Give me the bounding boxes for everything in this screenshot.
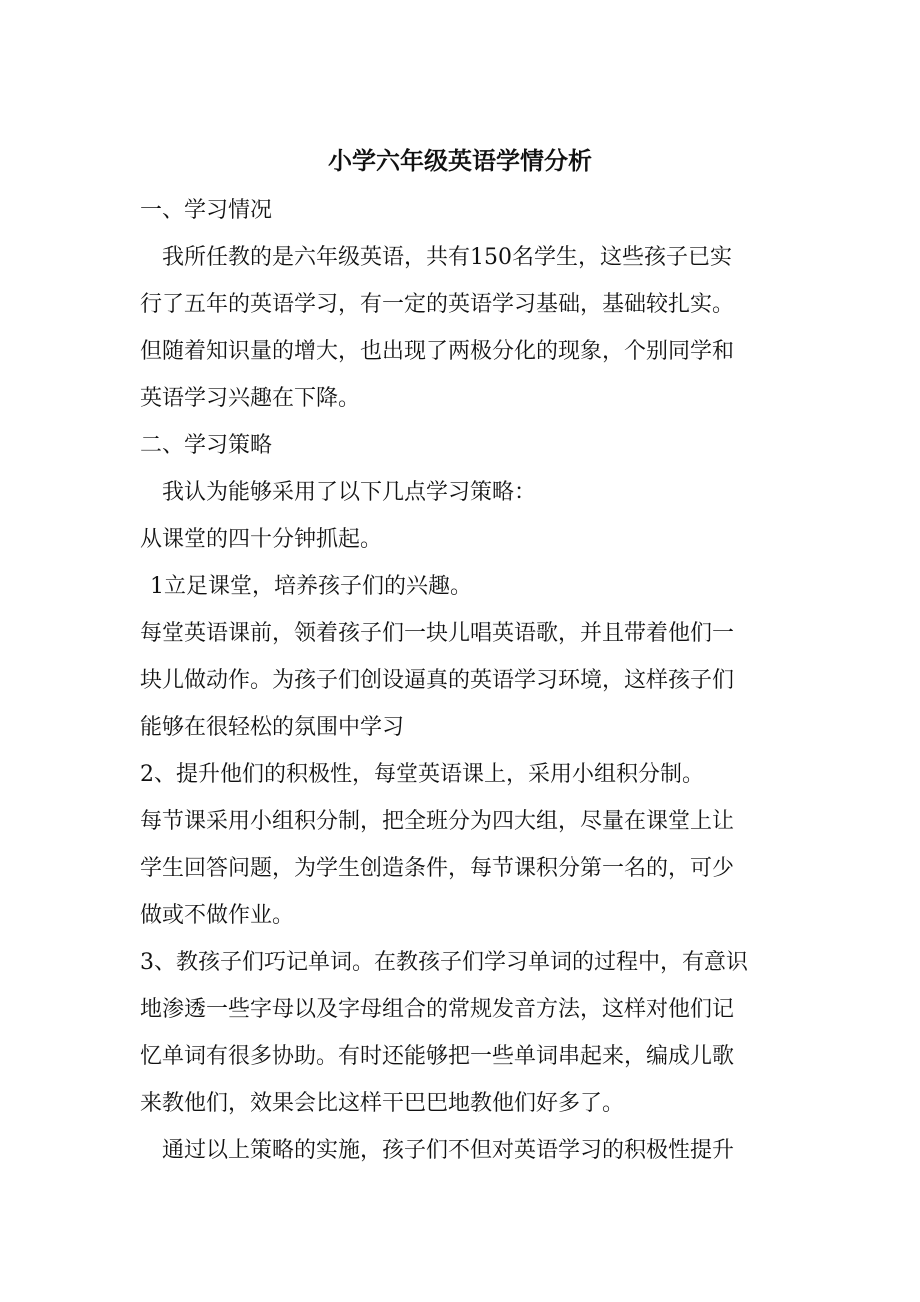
list-item-heading: 1立足课堂，培养孩子们的兴趣。 (150, 574, 472, 599)
paragraph-line: 通过以上策略的实施，孩子们不但对英语学习的积极性提升 (162, 1138, 735, 1163)
paragraph-line: 能够在很轻松的氛围中学习 (140, 715, 405, 740)
section-heading-learning-situation: 一、学习情况 (140, 198, 273, 223)
document-title: 小学六年级英语学情分析 (328, 146, 592, 175)
paragraph-line: 学生回答问题，为学生创造条件，每节课积分第一名的，可少 (140, 856, 735, 881)
paragraph-line: 我所任教的是六年级英语，共有150名学生，这些孩子已实 (162, 245, 732, 270)
list-item-heading: 3、教孩子们巧记单词。在教孩子们学习单词的过程中，有意识 (140, 950, 748, 975)
paragraph-line: 块儿做动作。为孩子们创设逼真的英语学习环境，这样孩子们 (140, 668, 735, 693)
paragraph-line: 英语学习兴趣在下降。 (140, 386, 361, 411)
section-heading-learning-strategy: 二、学习策略 (140, 433, 273, 458)
paragraph-line: 行了五年的英语学习，有一定的英语学习基础，基础较扎实。 (140, 292, 735, 317)
paragraph-line: 做或不做作业。 (140, 903, 295, 928)
list-item-heading: 2、提升他们的积极性，每堂英语课上，采用小组积分制。 (140, 762, 704, 787)
paragraph-line: 但随着知识量的增大，也出现了两极分化的现象，个别同学和 (140, 339, 735, 364)
paragraph-line: 忆单词有很多协助。有时还能够把一些单词串起来，编成儿歌 (140, 1044, 735, 1069)
paragraph-line: 我认为能够采用了以下几点学习策略： (162, 480, 537, 505)
paragraph-line: 每节课采用小组积分制，把全班分为四大组，尽量在课堂上让 (140, 809, 735, 834)
paragraph-line: 地渗透一些字母以及字母组合的常规发音方法，这样对他们记 (140, 997, 735, 1022)
paragraph-line: 从课堂的四十分钟抓起。 (140, 527, 383, 552)
paragraph-line: 每堂英语课前，领着孩子们一块儿唱英语歌，并且带着他们一 (140, 621, 735, 646)
paragraph-line: 来教他们，效果会比这样干巴巴地教他们好多了。 (140, 1091, 625, 1116)
